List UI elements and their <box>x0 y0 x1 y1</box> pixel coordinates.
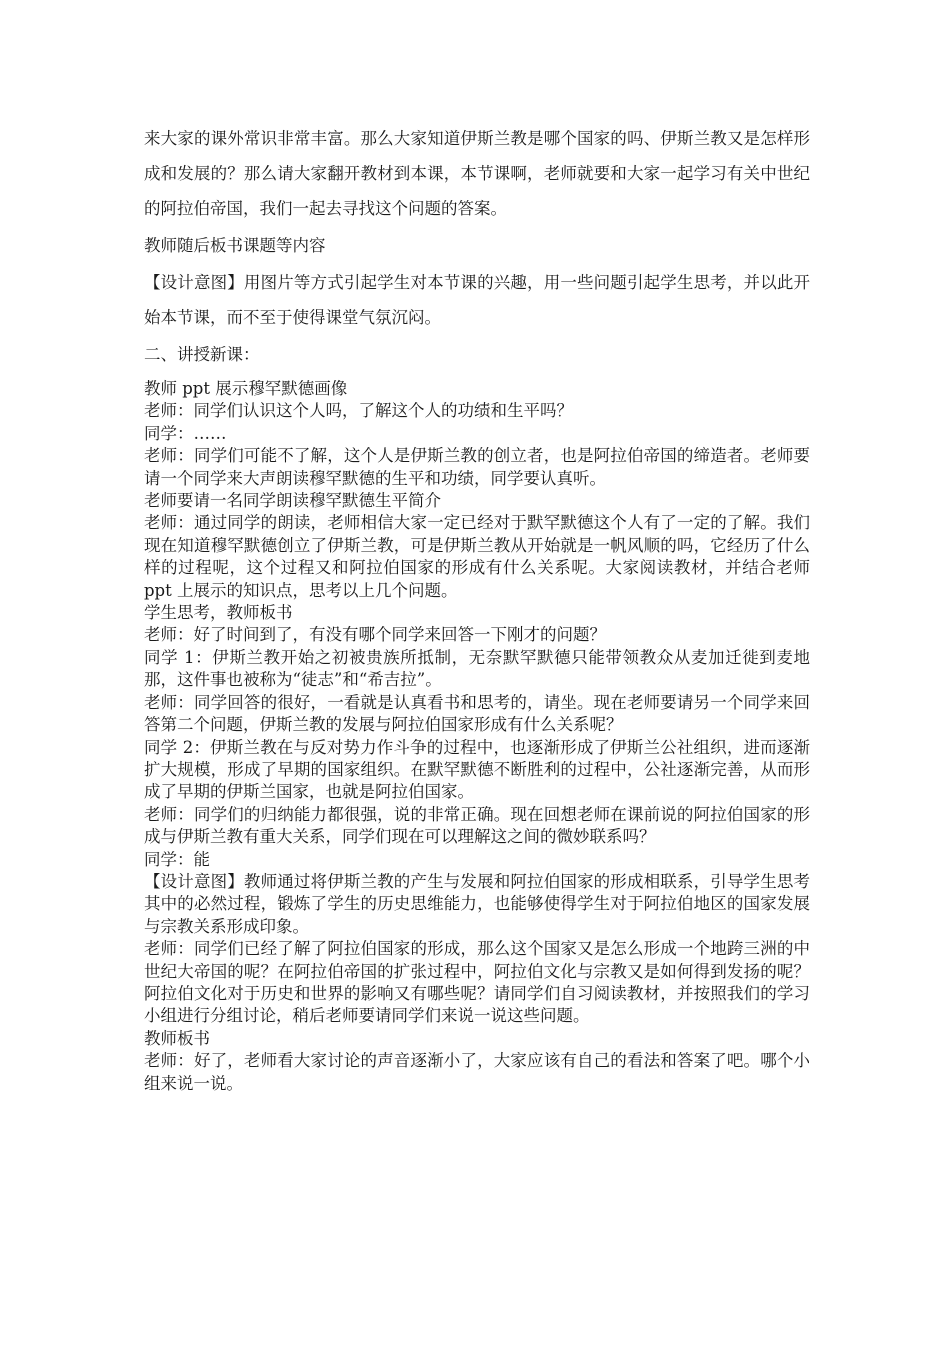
paragraph-design-intent-1: 【设计意图】用图片等方式引起学生对本节课的兴趣，用一些问题引起学生思考，并以此开始本节课，而不至于使得课堂气氛沉闷。 <box>144 273 810 327</box>
paragraph-student-2-answer: 同学 2：伊斯兰教在与反对势力作斗争的过程中，也逐渐形成了伊斯兰公社组织，进而逐渐扩大规模，形成了早期的国家组织。在默罕默德不断胜利的过程中，公社逐渐完善，从而形成了早期的伊斯兰国家，也就是阿拉伯国家。 <box>144 737 810 802</box>
document-body <box>144 121 810 1095</box>
paragraph-teacher-explain-1: 老师：同学们可能不了解，这个人是伊斯兰教的创立者，也是阿拉伯帝国的缔造者。老师要请一个同学来大声朗读穆罕默德的生平和功绩，同学要认真听。 <box>144 446 810 488</box>
paragraph-teacher-question-2: 老师：好了时间到了，有没有哪个同学来回答一下刚才的问题？ <box>144 625 606 645</box>
paragraph-teacher-board: 教师板书 <box>144 1028 210 1048</box>
paragraph-teacher-question-1: 老师：同学们认识这个人吗，了解这个人的功绩和生平吗？ <box>144 401 573 421</box>
dialogue-section <box>144 378 810 1095</box>
paragraph-student-reply-1: 同学：…… <box>144 423 227 443</box>
paragraph-teacher-question-3: 老师：同学们已经了解了阿拉伯国家的形成，那么这个国家又是怎么形成一个地跨三洲的中世纪大帝国的呢？在阿拉伯帝国的扩张过程中，阿拉伯文化与宗教又是如何得到发扬的呢？阿拉伯文化对于历史和世界的影响又有哪些呢？请同学们自习阅读教材，并按照我们的学习小组进行分组讨论，稍后老师要请同学们来说一说这些问题。 <box>144 939 810 1026</box>
paragraph-teacher-explain-2: 老师：通过同学的朗读，老师相信大家一定已经对于默罕默德这个人有了一定的了解。我们现在知道穆罕默德创立了伊斯兰教，可是伊斯兰教从开始就是一帆风顺的吗，它经历了什么样的过程呢，这个过程又和阿拉伯国家的形成有什么关系呢。大家阅读教材，并结合老师 ppt 上展示的知识点，思考以上几个问题。 <box>144 513 810 600</box>
paragraph-student-1-answer: 同学 1：伊斯兰教开始之初被贵族所抵制，无奈默罕默德只能带领教众从麦加迁徙到麦地那，这件事也被称为“徒志”和“希吉拉”。 <box>144 647 810 690</box>
paragraph-teacher-response-1: 老师：同学回答的很好，一看就是认真看书和思考的，请坐。现在老师要请另一个同学来回答第二个问题，伊斯兰教的发展与阿拉伯国家形成有什么关系呢？ <box>144 692 810 735</box>
paragraph-intro: 来大家的课外常识非常丰富。那么大家知道伊斯兰教是哪个国家的吗、伊斯兰教又是怎样形成和发展的？那么请大家翻开教材到本课，本节课啊，老师就要和大家一起学习有关中世纪的阿拉伯帝国，我们一起去寻找这个问题的答案。 <box>144 129 810 218</box>
paragraph-reading-task: 老师要请一名同学朗读穆罕默德生平简介 <box>144 491 441 511</box>
paragraph-board-title: 教师随后板书课题等内容 <box>144 236 326 255</box>
paragraph-teacher-response-2: 老师：同学们的归纳能力都很强，说的非常正确。现在回想老师在课前说的阿拉伯国家的形成与伊斯兰教有重大关系，同学们现在可以理解这之间的微妙联系吗？ <box>144 804 810 847</box>
paragraph-design-intent-2: 【设计意图】教师通过将伊斯兰教的产生与发展和阿拉伯国家的形成相联系，引导学生思考其中的必然过程，锻炼了学生的历史思维能力，也能够使得学生对于阿拉伯地区的国家发展与宗教关系形成印象。 <box>144 871 810 936</box>
paragraph-student-think: 学生思考，教师板书 <box>144 603 293 623</box>
paragraph-teacher-question-4: 老师：好了，老师看大家讨论的声音逐渐小了，大家应该有自己的看法和答案了吧。哪个小组来说一说。 <box>144 1051 810 1093</box>
section-heading-new-lesson: 二、讲授新课： <box>144 345 260 364</box>
paragraph-student-reply-2: 同学：能 <box>144 849 210 869</box>
paragraph-ppt-portrait: 教师 ppt 展示穆罕默德画像 <box>144 379 348 398</box>
